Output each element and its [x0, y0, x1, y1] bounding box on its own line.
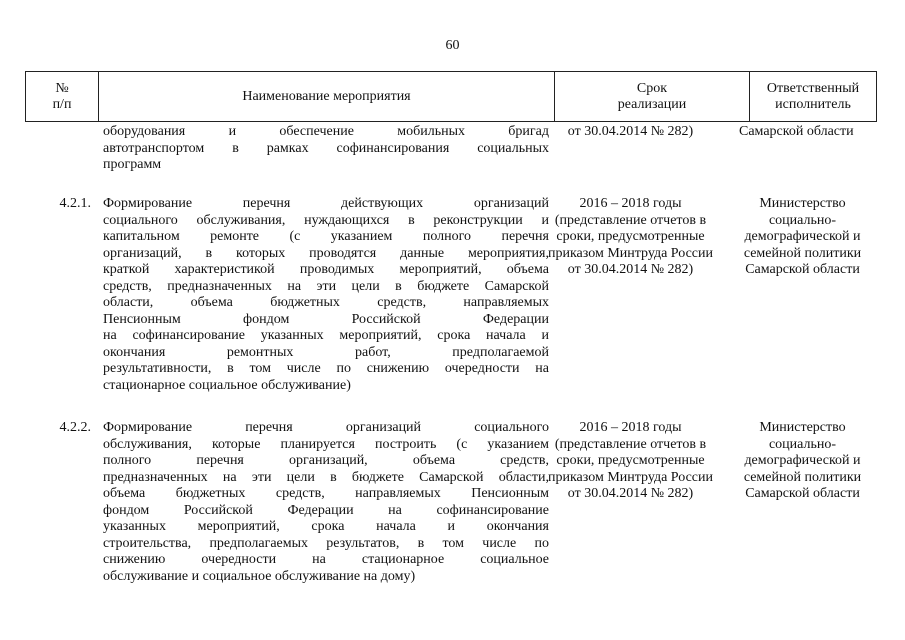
text-line: обслуживания, которые планируется построить (с указанием	[103, 436, 549, 452]
row-responsible-cell	[728, 196, 877, 279]
table-header	[25, 71, 877, 122]
text-line: приказом Минтруда России	[547, 469, 714, 485]
text-line: Министерство	[759, 196, 846, 211]
text-line: окончания ремонтных работ, предполагаемой	[103, 344, 549, 360]
row-number: 4.2.2.	[59, 420, 91, 435]
text-line: Министерство	[759, 420, 846, 435]
text-line: программ	[103, 157, 162, 172]
text-line: приказом Минтруда России	[547, 245, 714, 261]
header-responsible-cell	[749, 72, 876, 121]
text-line: указанных мероприятий, срока начала и окончания	[103, 519, 549, 534]
text-line: 2016 – 2018 годы	[579, 420, 682, 435]
row-term-cell	[533, 196, 728, 279]
text-line: стационарное социальное обслуживание)	[103, 377, 351, 393]
text-line: от 30.04.2014 № 282)	[567, 486, 694, 501]
text-line: Пенсионным фондом Российской Федерации	[103, 311, 549, 327]
text-line: семейной политики	[743, 469, 862, 485]
text-line: краткой характеристикой проводимых мероприятий, объема	[103, 262, 549, 277]
text-line: строительства, предполагаемых результатов, в том числе по	[103, 535, 549, 551]
header-term-cell	[554, 72, 749, 121]
text-line: Формирование перечня действующих организаций	[103, 196, 549, 211]
text-line: Самарской области	[745, 262, 860, 277]
text-line: демографической и	[744, 453, 861, 468]
text-line: организаций, в которых проводятся данные мероприятия,	[103, 245, 549, 261]
header-name-label: Наименование мероприятия	[242, 88, 411, 104]
text-line: средств, предназначенных на эти цели в бюджете Самарской	[103, 278, 549, 294]
text-line: сроки, предусмотренные	[556, 453, 705, 468]
header-name-cell	[98, 72, 554, 121]
text-line: оборудования и обеспечение мобильных бригад	[103, 124, 549, 139]
continuation-name-cell	[103, 124, 549, 174]
header-number-line: №	[55, 80, 69, 96]
header-term-line: Срок	[636, 80, 668, 96]
row-number: 4.2.1.	[59, 196, 91, 211]
text-line: на софинансирование указанных мероприятий, срока начала и	[103, 328, 549, 343]
row-responsible-cell	[728, 420, 877, 503]
row-name-cell	[103, 420, 549, 585]
row-name-cell	[103, 196, 549, 394]
text-line: семейной политики	[743, 245, 862, 261]
text-line: Формирование перечня организаций социального	[103, 420, 549, 435]
header-term-line: реализации	[617, 96, 687, 112]
text-line: объема бюджетных средств, направляемых Пенсионным	[103, 486, 549, 501]
text-line: от 30.04.2014 № 282)	[567, 262, 694, 277]
text-line: Самарской области	[745, 486, 860, 501]
text-line: социально-	[768, 436, 837, 452]
text-line: 2016 – 2018 годы	[579, 196, 682, 211]
header-number-line: п/п	[52, 96, 72, 112]
row-term-cell	[533, 420, 728, 503]
text-line: (представление отчетов в	[554, 436, 707, 452]
text-line: области, объема бюджетных средств, направляемых	[103, 295, 549, 310]
header-number-cell	[26, 72, 98, 121]
text-line: результативности, в том числе по снижению очередности на	[103, 361, 549, 376]
text-line: капитальном ремонте (с указанием полного перечня	[103, 229, 549, 244]
header-responsible-line: Ответственный	[766, 80, 860, 96]
text-line: предназначенных на эти цели в бюджете Самарской области,	[103, 469, 549, 485]
text-line: обслуживание и социальное обслуживание на дому)	[103, 568, 416, 584]
page-number: 60	[445, 38, 460, 53]
text-line: фондом Российской Федерации на софинансирование	[103, 502, 549, 518]
header-responsible-line: исполнитель	[775, 96, 851, 112]
text-line: демографической и	[744, 229, 861, 244]
text-line: социально-	[768, 212, 837, 228]
text-line: полного перечня организаций, объема средств,	[103, 453, 549, 468]
text-line: автотранспортом в рамках софинансирования социальных	[103, 140, 549, 156]
text-line: снижению очередности на стационарное социальное	[103, 552, 549, 567]
text-line: сроки, предусмотренные	[556, 229, 705, 244]
continuation-term-cell: от 30.04.2014 № 282)	[567, 124, 694, 139]
continuation-responsible-cell: Самарской области	[739, 124, 854, 139]
text-line: социального обслуживания, нуждающихся в реконструкции и	[103, 212, 549, 228]
text-line: (представление отчетов в	[554, 212, 707, 228]
